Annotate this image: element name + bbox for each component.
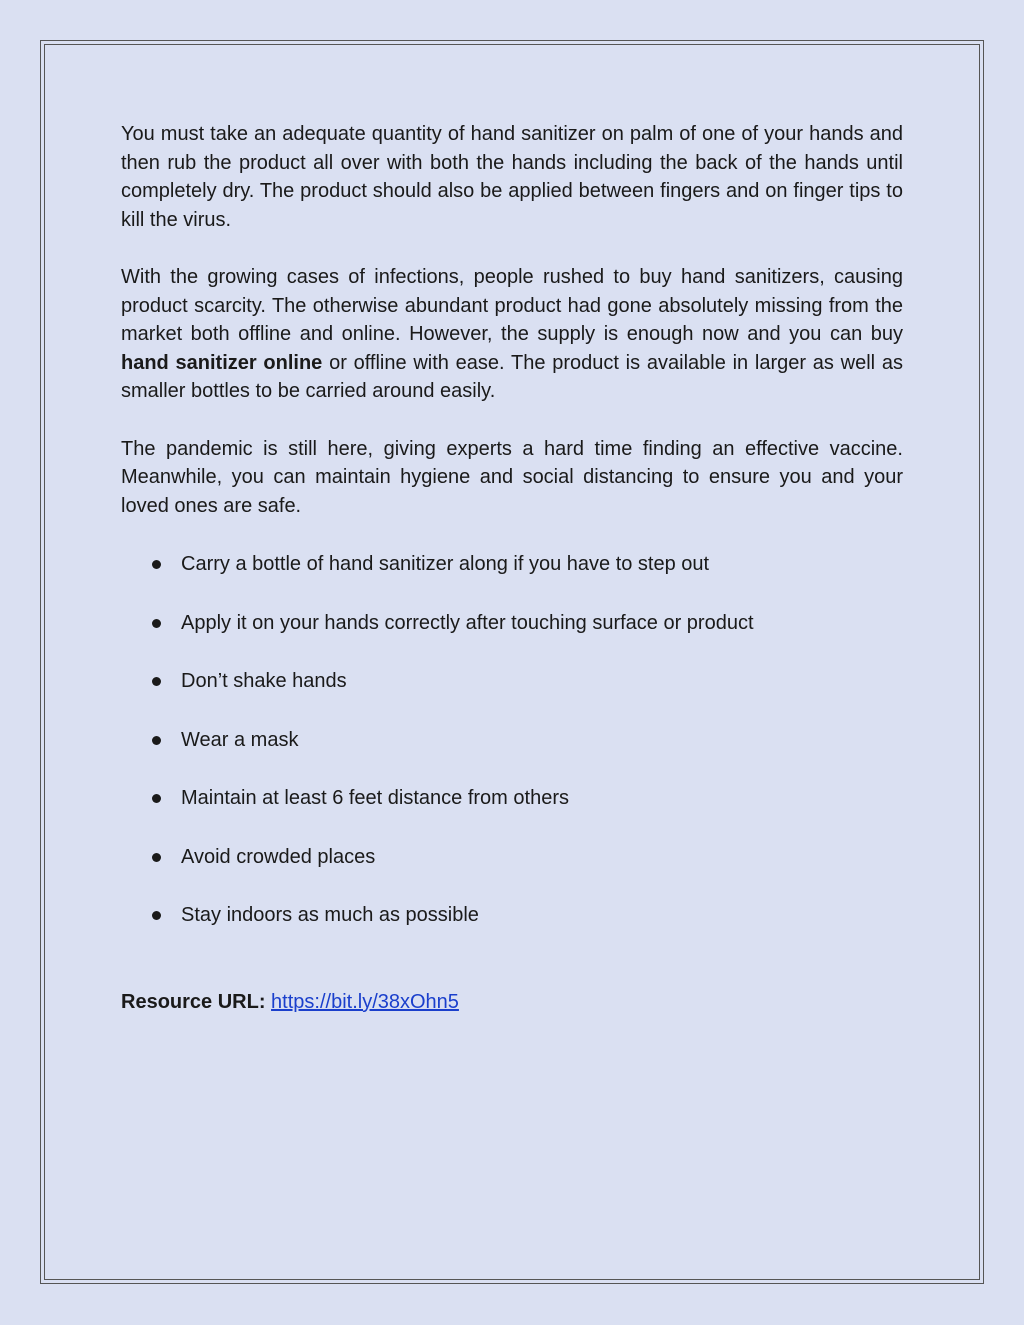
bullet-icon bbox=[152, 619, 161, 628]
paragraph-application: You must take an adequate quantity of hand sanitizer on palm of one of your hands and then rub the product all over with both the hands including the back of the hands until completely dry. The product should also be applied between fingers and on finger tips to kill the virus. bbox=[121, 123, 903, 231]
list-item bbox=[121, 550, 903, 609]
list-item-text: Maintain at least 6 feet distance from others bbox=[181, 787, 569, 810]
resource-label: Resource URL: bbox=[121, 990, 266, 1013]
list-item bbox=[121, 843, 903, 902]
bullet-icon bbox=[152, 853, 161, 862]
bullet-icon bbox=[152, 911, 161, 920]
list-item-text: Don’t shake hands bbox=[181, 670, 347, 693]
resource-link[interactable]: https://bit.ly/38xOhn5 bbox=[271, 990, 459, 1013]
list-item bbox=[121, 784, 903, 843]
bullet-icon bbox=[152, 794, 161, 803]
bullet-icon bbox=[152, 560, 161, 569]
list-item-text: Wear a mask bbox=[181, 728, 299, 751]
list-item bbox=[121, 667, 903, 726]
paragraph-scarcity-text-start: With the growing cases of infections, people rushed to buy hand sanitizers, causing product scarcity. The otherwise abundant product had gone absolutely missing from the market both offline and online. However, the supply is enough now and you can buy bbox=[121, 265, 903, 346]
list-item bbox=[121, 726, 903, 785]
list-item-text: Carry a bottle of hand sanitizer along if you have to step out bbox=[181, 553, 710, 576]
tips-list bbox=[121, 550, 903, 960]
list-item bbox=[121, 901, 903, 960]
paragraph-scarcity bbox=[121, 263, 903, 406]
paragraph-scarcity-text-end: or offline with ease. The product is available in larger as well as smaller bottles to be carried around easily. bbox=[121, 351, 903, 403]
bullet-icon bbox=[152, 677, 161, 686]
list-item-text: Stay indoors as much as possible bbox=[181, 904, 479, 927]
bullet-icon bbox=[152, 736, 161, 745]
list-item bbox=[121, 609, 903, 668]
document-body bbox=[121, 120, 903, 1016]
list-item-text: Avoid crowded places bbox=[181, 845, 376, 868]
bold-keyword: hand sanitizer online bbox=[121, 351, 323, 374]
list-item-text: Apply it on your hands correctly after touching surface or product bbox=[181, 611, 754, 634]
resource-line bbox=[121, 988, 903, 1017]
paragraph-pandemic: The pandemic is still here, giving experts a hard time finding an effective vaccine. Meanwhile, you can maintain hygiene and social distancing to ensure you and your loved ones are safe. bbox=[121, 437, 903, 517]
